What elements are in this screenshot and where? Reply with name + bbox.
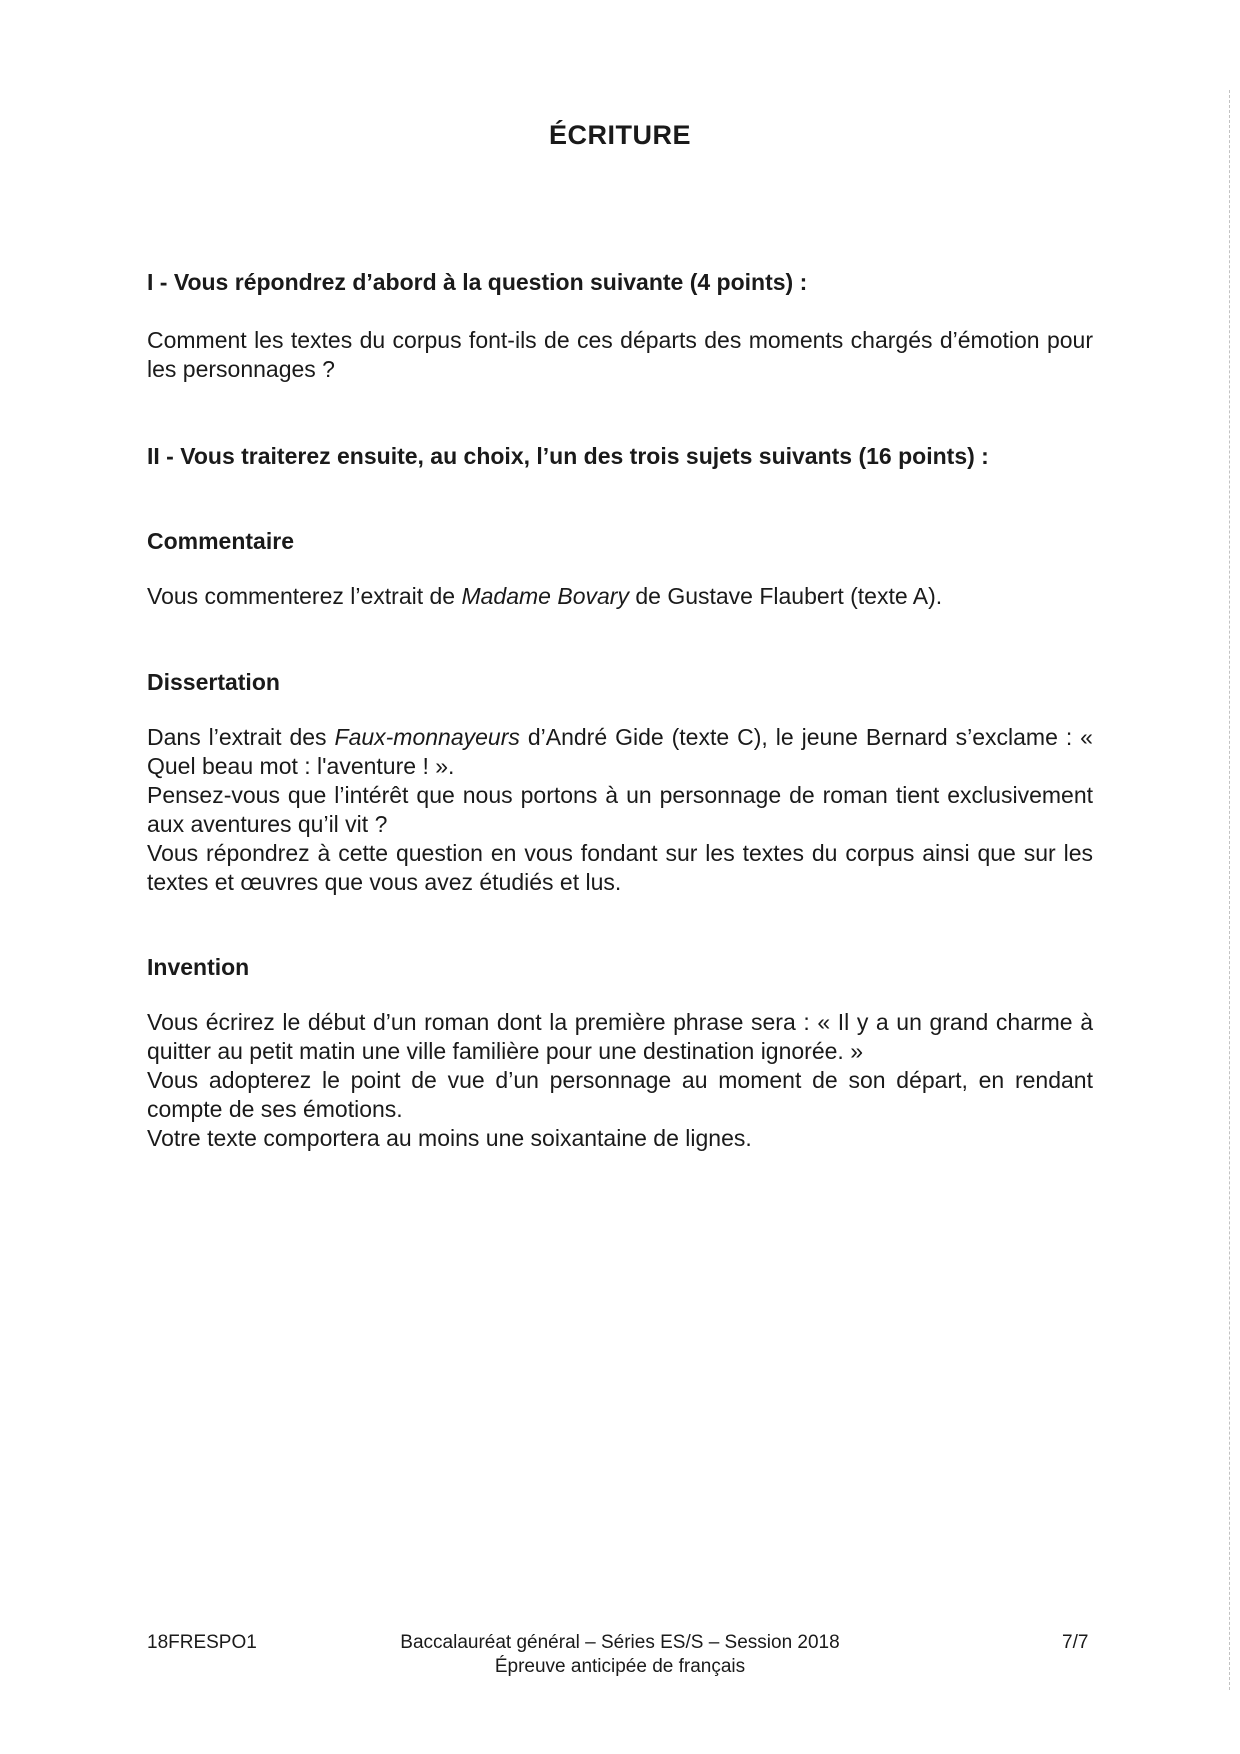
part1-question (147, 326, 1093, 384)
invention-paragraph-3: Votre texte comportera au moins une soixantaine de lignes. (147, 1125, 752, 1151)
invention-paragraph-1: Vous écrirez le début d’un roman dont la première phrase sera : « Il y a un grand charme à quitter au petit matin une ville familière pour une destination ignorée. » (147, 1009, 1093, 1064)
dissertation-paragraph-3: Vous répondrez à cette question en vous fondant sur les textes du corpus ainsi que sur les textes et œuvres que vous avez étudiés et lus. (147, 840, 1093, 895)
commentaire-text (147, 582, 1093, 611)
invention-paragraph-2: Vous adopterez le point de vue d’un personnage au moment de son départ, en rendant compte de ses émotions. (147, 1067, 1093, 1122)
commentaire-book-title: Madame Bovary (461, 583, 629, 609)
part2-heading: II - Vous traiterez ensuite, au choix, l’un des trois sujets suivants (16 points) : (147, 443, 989, 469)
footer-exam-line1: Baccalauréat général – Séries ES/S – Session 2018 (400, 1632, 840, 1653)
scan-edge-line (1229, 90, 1230, 1690)
commentaire-text-after: de Gustave Flaubert (texte A). (628, 583, 943, 609)
part1-question-text: Comment les textes du corpus font-ils de ces départs des moments chargés d’émotion pour les personnages ? (147, 327, 1093, 382)
page-title: ÉCRITURE (548, 120, 691, 150)
commentaire-heading: Commentaire (147, 528, 294, 554)
dissertation-book-title: Faux-monnayeurs (334, 724, 520, 750)
dissertation-p1-before: Dans l’extrait des (147, 724, 335, 750)
invention-heading: Invention (147, 954, 250, 980)
invention-text (147, 1008, 1093, 1153)
dissertation-heading: Dissertation (147, 669, 280, 695)
footer-code: 18FRESPO1 (147, 1632, 257, 1653)
commentaire-text-before: Vous commenterez l’extrait de (147, 583, 462, 609)
dissertation-paragraph-2: Pensez-vous que l’intérêt que nous portons à un personnage de roman tient exclusivement aux aventures qu’il vit ? (147, 782, 1093, 837)
footer-exam-line2: Épreuve anticipée de français (494, 1656, 746, 1677)
footer-page-number: 7/7 (1062, 1632, 1089, 1653)
dissertation-p1-after: d’André Gide (texte C), le jeune Bernard s’exclame : « Quel beau mot : l'aventure ! ». (147, 724, 1093, 779)
dissertation-text (147, 723, 1093, 897)
dissertation-paragraph-1 (147, 723, 1093, 781)
footer-exam-info (330, 1631, 910, 1679)
part1-heading: I - Vous répondrez d’abord à la question suivante (4 points) : (147, 269, 808, 295)
